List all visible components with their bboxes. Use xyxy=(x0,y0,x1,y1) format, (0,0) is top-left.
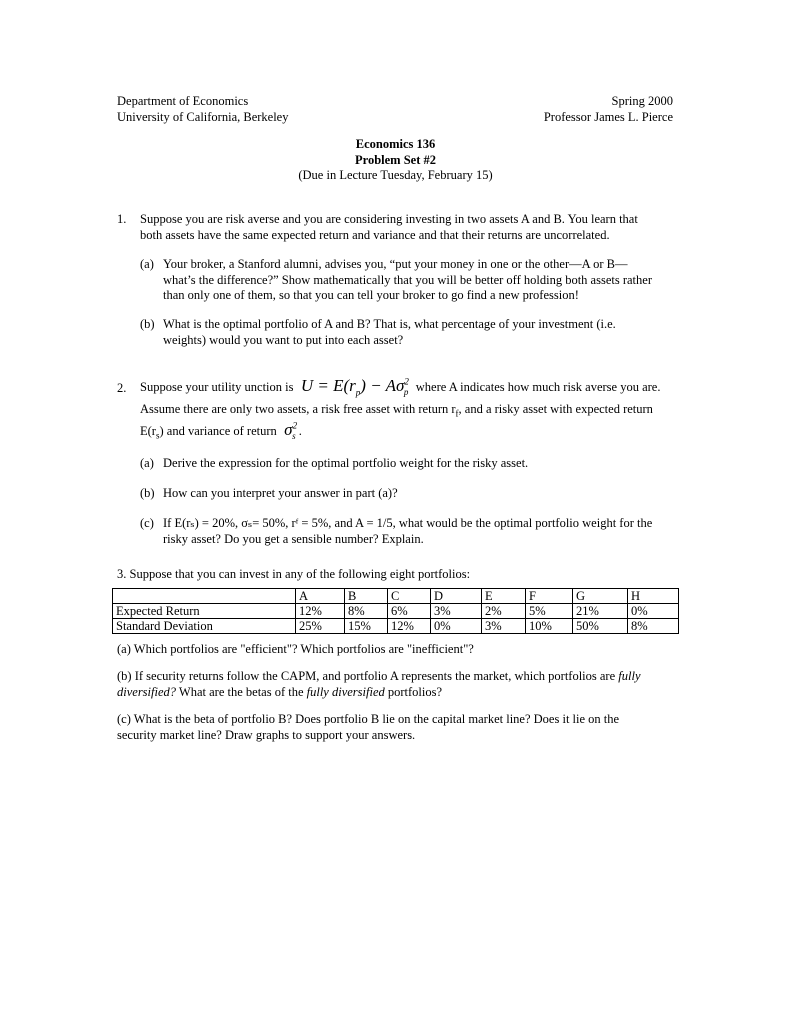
q1-line2: both assets have the same expected return and variance and that their returns are uncorrelated. xyxy=(140,227,610,242)
course-title: Economics 136 xyxy=(355,137,436,151)
table-cell: Expected Return xyxy=(113,604,296,619)
q2-line2 xyxy=(140,402,653,418)
table-cell: 8% xyxy=(628,619,679,634)
table-cell: 2% xyxy=(482,604,526,619)
university-line: University of California, Berkeley xyxy=(117,109,289,124)
q3b-line1-italic: fully xyxy=(618,669,641,683)
q3b-line2-post: portfolios? xyxy=(387,684,443,699)
table-row xyxy=(113,619,679,634)
q2-line1-post: where A indicates how much risk averse you are. xyxy=(415,380,661,394)
table-header-cell: B xyxy=(345,589,388,604)
table-cell: 3% xyxy=(482,619,526,634)
q1-number: 1. xyxy=(117,212,127,226)
table-cell: 0% xyxy=(628,604,679,619)
table-cell: 5% xyxy=(526,604,573,619)
table-cell: 25% xyxy=(296,619,345,634)
q2-line2-post: , and a risky asset with expected return xyxy=(458,402,653,416)
q1a-label: (a) xyxy=(140,257,154,271)
q1-line1: Suppose you are risk averse and you are considering investing in two assets A and B. You learn that xyxy=(140,212,638,226)
q2c-text xyxy=(163,516,652,547)
table-cell: 12% xyxy=(296,604,345,619)
table-header-cell: G xyxy=(573,589,628,604)
table-header-cell: D xyxy=(431,589,482,604)
table-header-cell: H xyxy=(628,589,679,604)
q2a-label: (a) xyxy=(140,456,154,470)
q2-line1 xyxy=(140,376,660,397)
q1b-label: (b) xyxy=(140,317,155,331)
table-header-cell: C xyxy=(388,589,431,604)
variance-symbol: $\sigma^2_s$ xyxy=(279,420,298,442)
q3b-line2-mid: What are the betas of the xyxy=(178,684,304,699)
q2b-label: (b) xyxy=(140,486,155,500)
q1b-line1: What is the optimal portfolio of A and B? That is, what percentage of your investment (i.e. xyxy=(163,317,616,331)
table-cell: 0% xyxy=(431,619,482,634)
table-cell: 6% xyxy=(388,604,431,619)
table-cell: 21% xyxy=(573,604,628,619)
q2-number: 2. xyxy=(117,381,127,395)
q1-text xyxy=(140,212,638,243)
header-right xyxy=(544,94,673,125)
table-cell: 12% xyxy=(388,619,431,634)
table-header-cell: A xyxy=(296,589,345,604)
q2-line2-sub: f xyxy=(455,408,459,419)
q1a-line1: Your broker, a Stanford alumni, advises you, “put your money in one or the other—A or B— xyxy=(163,257,628,271)
q2b-text: How can you interpret your answer in part (a)? xyxy=(163,486,398,500)
q3a-text: (a) Which portfolios are "efficient"? Which portfolios are "inefficient"? xyxy=(117,642,474,656)
q2c-label: (c) xyxy=(140,516,154,530)
table-cell: Standard Deviation xyxy=(113,619,296,634)
q1b-text xyxy=(163,317,616,348)
department-line: Department of Economics xyxy=(117,94,249,108)
q2c-line1: If E(rₛ) = 20%, σₛ= 50%, rᶠ = 5%, and A = 1/5, what would be the optimal portfolio weight for the xyxy=(163,516,653,530)
table-cell: 50% xyxy=(573,619,628,634)
q3b-line2 xyxy=(117,685,641,701)
q1b-line2: weights) would you want to put into each asset? xyxy=(163,332,404,347)
q3-intro: 3. Suppose that you can invest in any of the following eight portfolios: xyxy=(117,567,471,581)
q1a-text xyxy=(163,257,652,304)
q3b-text xyxy=(117,669,641,700)
table-cell: 10% xyxy=(526,619,573,634)
q2c-line2: risky asset? Do you get a sensible number? Explain. xyxy=(163,531,424,546)
table-cell: 15% xyxy=(345,619,388,634)
table-cell: 8% xyxy=(345,604,388,619)
q3c-line1: (c) What is the beta of portfolio B? Does portfolio B lie on the capital market line? Does it lie on the xyxy=(117,712,620,726)
term-line: Spring 2000 xyxy=(611,94,673,108)
table-cell: 3% xyxy=(431,604,482,619)
q1a-line3: than only one of them, so that you can tell your broker to go find a new profession! xyxy=(163,288,579,302)
q2-line3-post: ) and variance of return xyxy=(159,424,277,438)
q3b-line2-italic2: fully diversified xyxy=(306,684,385,699)
q3c-text xyxy=(117,712,619,743)
problem-set-title: Problem Set #2 xyxy=(354,153,436,167)
q2-line2-pre: Assume there are only two assets, a risk free asset with return r xyxy=(140,402,456,416)
utility-equation: $U = E(r_p) - A\sigma^2_p$ xyxy=(296,376,409,398)
q2-line3-sub: s xyxy=(155,430,160,441)
due-line: (Due in Lecture Tuesday, February 15) xyxy=(298,168,493,182)
q3b-line2-italic: diversified? xyxy=(117,684,177,699)
q1a-line2: what’s the difference?” Show mathematically that you will be better off holding both assets rather xyxy=(163,272,652,287)
q2-line3: $E(r_s)$ and variance of return $\sigma^2_s$ . xyxy=(140,420,302,442)
table-header-row xyxy=(113,589,679,604)
q2a-text: Derive the expression for the optimal portfolio weight for the risky asset. xyxy=(163,456,529,470)
table-header-cell: F xyxy=(526,589,573,604)
q3b-line1-pre: (b) If security returns follow the CAPM, and portfolio A represents the market, which portfolios are xyxy=(117,669,616,683)
q2-line1-pre: Suppose your utility unction is xyxy=(140,380,294,394)
q2-line3-pre: E(r xyxy=(140,424,156,438)
professor-line: Professor James L. Pierce xyxy=(543,109,673,124)
table-header-cell: E xyxy=(482,589,526,604)
q3c-line2: security market line? Draw graphs to support your answers. xyxy=(117,727,416,742)
portfolio-table xyxy=(112,588,679,634)
header-left xyxy=(117,94,288,125)
table-header-cell xyxy=(113,589,296,604)
q3b-line1 xyxy=(117,669,641,685)
table-row xyxy=(113,604,679,619)
